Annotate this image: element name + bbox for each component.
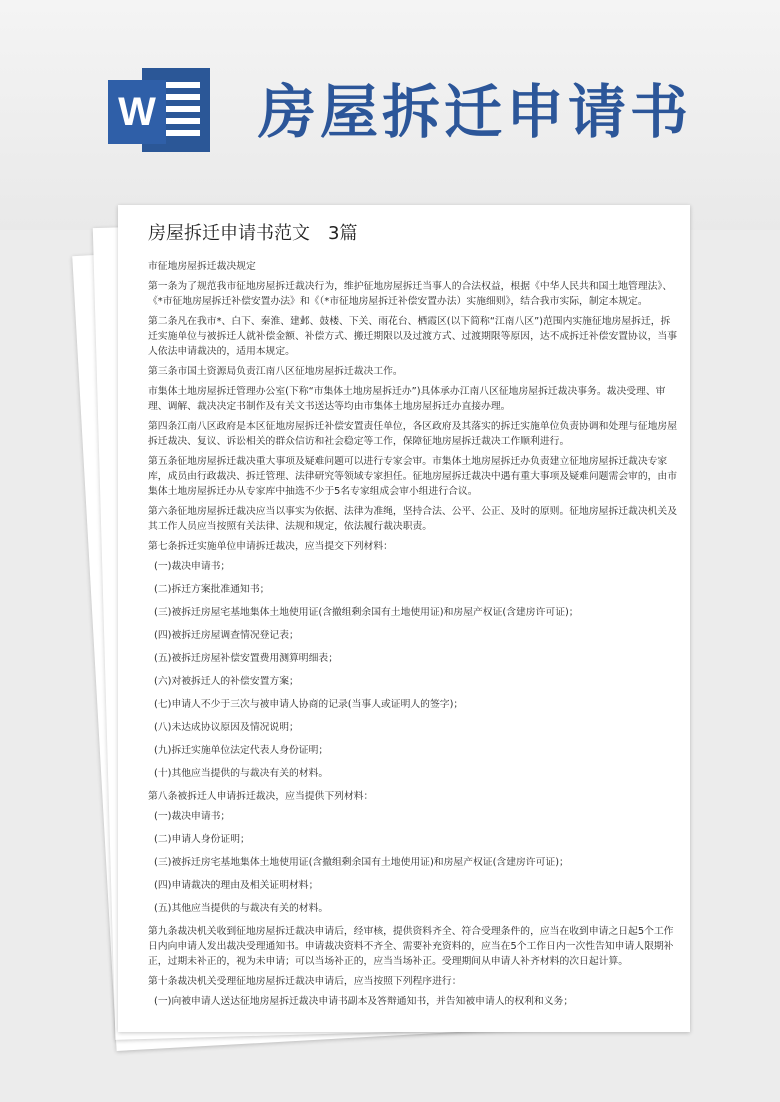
list-item: (一)裁决申请书； bbox=[154, 811, 231, 822]
paragraph: 第九条裁决机关收到征地房屋拆迁裁决申请后，经审核，提供资料齐全、符合受理条件的，应当在收到申请之日起5个工作日内向申请人发出裁决受理通知书。申请裁决资料不齐全、需要补充资料的，应当在5个工作日内一次性告知申请人限期补正，过期未补正的，视为未申请；可以当场补正的，应当当场补正。受理期间从申请人补齐材料的次日起计算。 bbox=[148, 926, 674, 967]
list-item: (三)被拆迁房宅基地集体土地使用证(含撤组剩余国有土地使用证)和房屋产权证(含建房许可证)； bbox=[154, 857, 569, 868]
paragraph: 市集体土地房屋拆迁管理办公室(下称“市集体土地房屋拆迁办”)具体承办江南八区征地房屋拆迁裁决事务。裁决受理、审理、调解、裁决决定书制作及有关文书送达等均由市集体土地房屋拆迁办直接办理。 bbox=[148, 386, 666, 412]
list-item: (六)对被拆迁人的补偿安置方案； bbox=[154, 676, 299, 687]
list-item: (五)其他应当提供的与裁决有关的材料。 bbox=[154, 903, 329, 914]
list-item: (二)拆迁方案批准通知书； bbox=[154, 584, 270, 595]
document-body bbox=[148, 259, 678, 1017]
paragraph: 市征地房屋拆迁裁决规定 bbox=[148, 261, 256, 272]
list-item: (二)申请人身份证明； bbox=[154, 834, 250, 845]
list-item: (四)申请裁决的理由及相关证明材料； bbox=[154, 880, 319, 891]
list-item: (五)被拆迁房屋补偿安置费用测算明细表； bbox=[154, 653, 338, 664]
list-item: (四)被拆迁房屋调查情况登记表； bbox=[154, 630, 299, 641]
list-item: (七)申请人不少于三次与被申请人协商的记录(当事人或证明人的签字)； bbox=[154, 699, 464, 710]
logo-letter: W bbox=[108, 80, 166, 144]
paragraph: 第八条被拆迁人申请拆迁裁决，应当提供下列材料： bbox=[148, 791, 374, 802]
paragraph: 第一条为了规范我市征地房屋拆迁裁决行为，维护征地房屋拆迁当事人的合法权益，根据《中华人民共和国土地管理法》、《*市征地房屋拆迁补偿安置办法》和《（*市征地房屋拆迁补偿安置办法）实施细则》，结合我市实际，制定本规定。 bbox=[148, 281, 673, 307]
list-item: (九)拆迁实施单位法定代表人身份证明； bbox=[154, 745, 329, 756]
paragraph: 第七条拆迁实施单位申请拆迁裁决，应当提交下列材料： bbox=[148, 541, 393, 552]
document-page bbox=[118, 205, 690, 1032]
paragraph: 第二条凡在我市*、白下、秦淮、建邺、鼓楼、下关、雨花台、栖霞区(以下简称“江南八区”)范围内实施征地房屋拆迁，拆迁实施单位与被拆迁人就补偿金额、补偿方式、搬迁期限以及过渡方式、过渡期限等原因，达不成拆迁补偿安置协议，当事人依法申请裁决的，适用本规定。 bbox=[148, 316, 678, 357]
word-document-icon bbox=[108, 68, 210, 152]
paragraph: 第三条市国土资源局负责江南八区征地房屋拆迁裁决工作。 bbox=[148, 366, 403, 377]
banner-title: 房屋拆迁申请书 bbox=[258, 78, 693, 146]
paragraph: 第五条征地房屋拆迁裁决重大事项及疑难问题可以进行专家会审。市集体土地房屋拆迁办负责建立征地房屋拆迁裁决专家库，成员由行政裁决、拆迁管理、法律研究等领域专家担任。征地房屋拆迁裁决中遇有重大事项及疑难问题需会审的，由市集体土地房屋拆迁办从专家库中抽选不少于5名专家组成会审小组进行合议。 bbox=[148, 456, 678, 497]
document-title: 房屋拆迁申请书范文 3篇 bbox=[148, 223, 358, 244]
list-item: (一)向被申请人送达征地房屋拆迁裁决申请书副本及答辩通知书，并告知被申请人的权利和义务； bbox=[154, 996, 574, 1007]
list-item: (三)被拆迁房屋宅基地集体土地使用证(含撤组剩余国有土地使用证)和房屋产权证(含建房许可证)； bbox=[154, 607, 579, 618]
list-item: (八)未达成协议原因及情况说明； bbox=[154, 722, 299, 733]
list-item: (一)裁决申请书； bbox=[154, 561, 231, 572]
paragraph: 第六条征地房屋拆迁裁决应当以事实为依据、法律为准绳，坚持合法、公平、公正、及时的原则。征地房屋拆迁裁决机关及其工作人员应当按照有关法律、法规和规定，依法履行裁决职责。 bbox=[148, 506, 678, 532]
list-item: (十)其他应当提供的与裁决有关的材料。 bbox=[154, 768, 329, 779]
paragraph: 第十条裁决机关受理征地房屋拆迁裁决申请后，应当按照下列程序进行： bbox=[148, 976, 462, 987]
paragraph: 第四条江南八区政府是本区征地房屋拆迁补偿安置责任单位，各区政府及其落实的拆迁实施单位负责协调和处理与征地房屋拆迁裁决、复议、诉讼相关的群众信访和社会稳定等工作，保障征地房屋拆迁裁决工作顺利进行。 bbox=[148, 421, 678, 447]
